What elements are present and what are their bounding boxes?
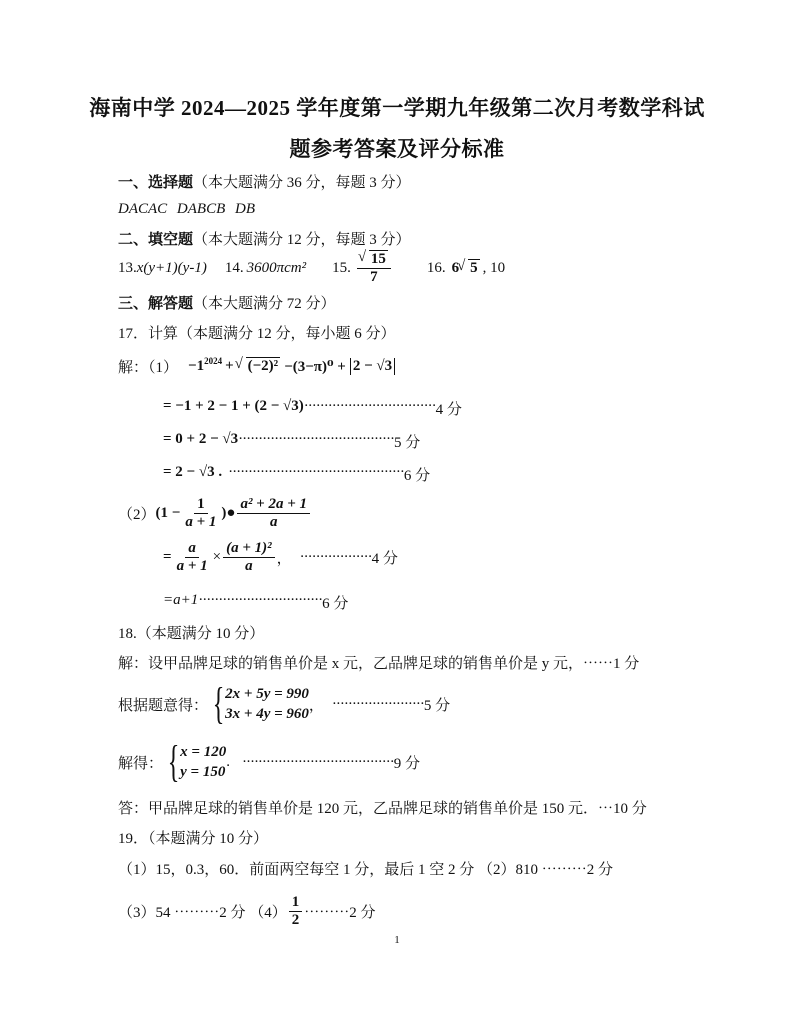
q16-rest: , 10 [482, 260, 506, 277]
q15-label: 15. [332, 260, 351, 277]
q18-eq1: 2x + 5y = 990 [225, 685, 309, 702]
q18-sol2: y = 150 [180, 764, 226, 780]
q18-solution-tail: . [226, 753, 230, 770]
q17-step1-expr: = −1 + 2 − 1 + (2 − √3) [163, 398, 304, 414]
q18-header: 18.（本题满分 10 分） [118, 626, 265, 642]
section2-heading: 二、填空题 [118, 232, 194, 248]
section2-header [118, 228, 411, 249]
q19-line2 [118, 894, 376, 930]
q17-part2-frac1 [182, 496, 219, 532]
q14-label: 14. [224, 260, 244, 277]
q18-answer: 答：甲品牌足球的销售单价是 120 元，乙品牌足球的销售单价是 150 元．⋯10 分 [118, 801, 647, 817]
q18-system-dots: ······················· [331, 695, 424, 712]
q18-sol1: x = 120 [180, 743, 227, 760]
section1-answers: DACAC DABCB DB [118, 201, 255, 217]
section3-heading: 三、解答题 [118, 296, 194, 312]
q19-line1: （1）15，0.3，60．前面两空每空 1 分，最后 1 空 2 分 （2）810 ⋯⋯⋯2 分 [118, 862, 614, 878]
section2-note: （本大题满分 12 分，每题 3 分） [193, 232, 411, 248]
q17-step3-expr: = 2 − √3 . [163, 464, 223, 480]
q17-part2-step1-tail: ， [276, 551, 292, 568]
page-title-line1: 海南中学 2024—2025 学年度第一学期九年级第二次月考数学科试 [89, 96, 705, 120]
q17-part2-step1-eq: = [163, 549, 172, 566]
q17-step1 [163, 398, 462, 419]
q17-part2-step1-frac1 [174, 540, 211, 576]
section1-header [118, 171, 411, 192]
q19-fraction [289, 894, 303, 930]
q17-part1-sqrt: (−2)² [247, 358, 279, 374]
q17-part2-frac1-num: 1 [194, 496, 208, 514]
q17-part2-step1-frac1-den: a + 1 [176, 558, 208, 575]
q18-system-label: 根据题意得： [118, 697, 209, 714]
q17-part2-step1-dots: ·················· [299, 549, 372, 566]
q17-step1-score: 4 分 [435, 402, 462, 418]
q15-denominator: 7 [370, 269, 378, 286]
q19-fraction-den: 2 [291, 912, 300, 929]
q17-part2-step2-expr: =a+1 [163, 592, 199, 608]
section1-note: （本大题满分 36 分，每题 3 分） [193, 175, 411, 191]
q17-part2-close: )● [221, 505, 236, 522]
q17-part1-expression [118, 356, 395, 377]
q18-system [118, 679, 451, 728]
q16-label: 16. [426, 260, 446, 277]
section3-note: （本大题满分 72 分） [193, 296, 336, 312]
q17-part1-term-a: −1 [188, 358, 205, 374]
q17-part2-step1-times: × [212, 549, 222, 566]
q17-part2-step2 [163, 592, 348, 613]
q17-step2-expr: = 0 + 2 − √3 [163, 431, 239, 447]
left-brace-icon: { [167, 737, 180, 786]
q17-step2-score: 5 分 [393, 435, 421, 451]
q18-equations [225, 684, 309, 725]
q18-solutions [180, 742, 226, 783]
q17-part2-step1-frac1-num: a [185, 540, 199, 558]
q18-system-score: 5 分 [423, 697, 451, 714]
q17-part2-step2-dots: ······························· [198, 592, 323, 608]
q17-part2-step1-frac2 [223, 540, 275, 576]
q17-step3-score: 6 分 [403, 468, 431, 484]
q18-system-tail: ， [308, 697, 324, 714]
q17-part2-open: (1 − [155, 505, 181, 522]
q17-step2 [163, 431, 420, 452]
q17-part1-label: 解：（1） [118, 360, 179, 376]
q19-header: 19．（本题满分 10 分） [118, 831, 269, 847]
q17-step2-dots: ······································· [238, 431, 394, 447]
q17-part2-frac2-num: a² + 2a + 1 [237, 496, 310, 514]
q18-solution-label: 解得： [118, 755, 164, 772]
q19-line2-a: （3）54 ⋯⋯⋯2 分 （4） [118, 905, 287, 922]
q17-part1-exponent: 2024 [204, 356, 223, 366]
q17-part1-plus: + [225, 358, 234, 374]
q17-part2-step1-score: 4 分 [371, 551, 398, 568]
q17-part1-term-c: −(3−π)⁰ + [284, 359, 346, 375]
q17-part2-frac1-den: a + 1 [185, 514, 217, 531]
q17-step3-dots: ············································ [228, 464, 404, 480]
q17-part1-abs: 2 − √3 [350, 358, 395, 375]
q16-radicand: 5 [470, 260, 478, 277]
section1-heading: 一、选择题 [118, 175, 194, 191]
section2-answers [118, 251, 505, 287]
q15-numerator: 15 [370, 251, 386, 267]
q18-solution-score: 9 分 [393, 755, 421, 772]
q13-answer: x(y+1)(y-1) [136, 260, 207, 277]
q19-fraction-num: 1 [289, 894, 303, 912]
q17-part2-step1-frac2-num: (a + 1)² [223, 540, 275, 558]
q17-header: 17．计算（本题满分 12 分，每小题 6 分） [118, 326, 396, 342]
q18-line1: 解：设甲品牌足球的销售单价是 x 元，乙品牌足球的销售单价是 y 元，⋯⋯1 分 [118, 656, 640, 672]
q15-fraction [357, 251, 391, 287]
q17-part2-step2-score: 6 分 [322, 596, 349, 612]
q17-step3 [163, 464, 430, 485]
q17-part2-expression [118, 496, 312, 532]
left-brace-icon: { [212, 679, 225, 728]
q18-eq2: 3x + 4y = 960 [225, 706, 309, 722]
q13-label: 13. [118, 260, 137, 277]
q18-solution [118, 737, 421, 786]
q17-step1-dots: ································· [303, 398, 436, 414]
q19-line2-b: ⋯⋯⋯2 分 [304, 905, 376, 922]
q16-coef: 6 [451, 260, 460, 277]
page-number: 1 [394, 934, 400, 946]
q17-part2-frac2 [237, 496, 310, 532]
q17-part2-label: （2） [118, 507, 156, 524]
q14-answer: 3600πcm² [246, 260, 307, 277]
q17-part2-frac2-den: a [269, 514, 278, 531]
q17-part2-step1-frac2-den: a [245, 558, 253, 575]
section3-header [118, 292, 336, 313]
page-title-line2: 题参考答案及评分标准 [289, 137, 505, 161]
q18-solution-dots: ······································ [241, 753, 394, 770]
q17-part2-step1 [163, 540, 398, 576]
